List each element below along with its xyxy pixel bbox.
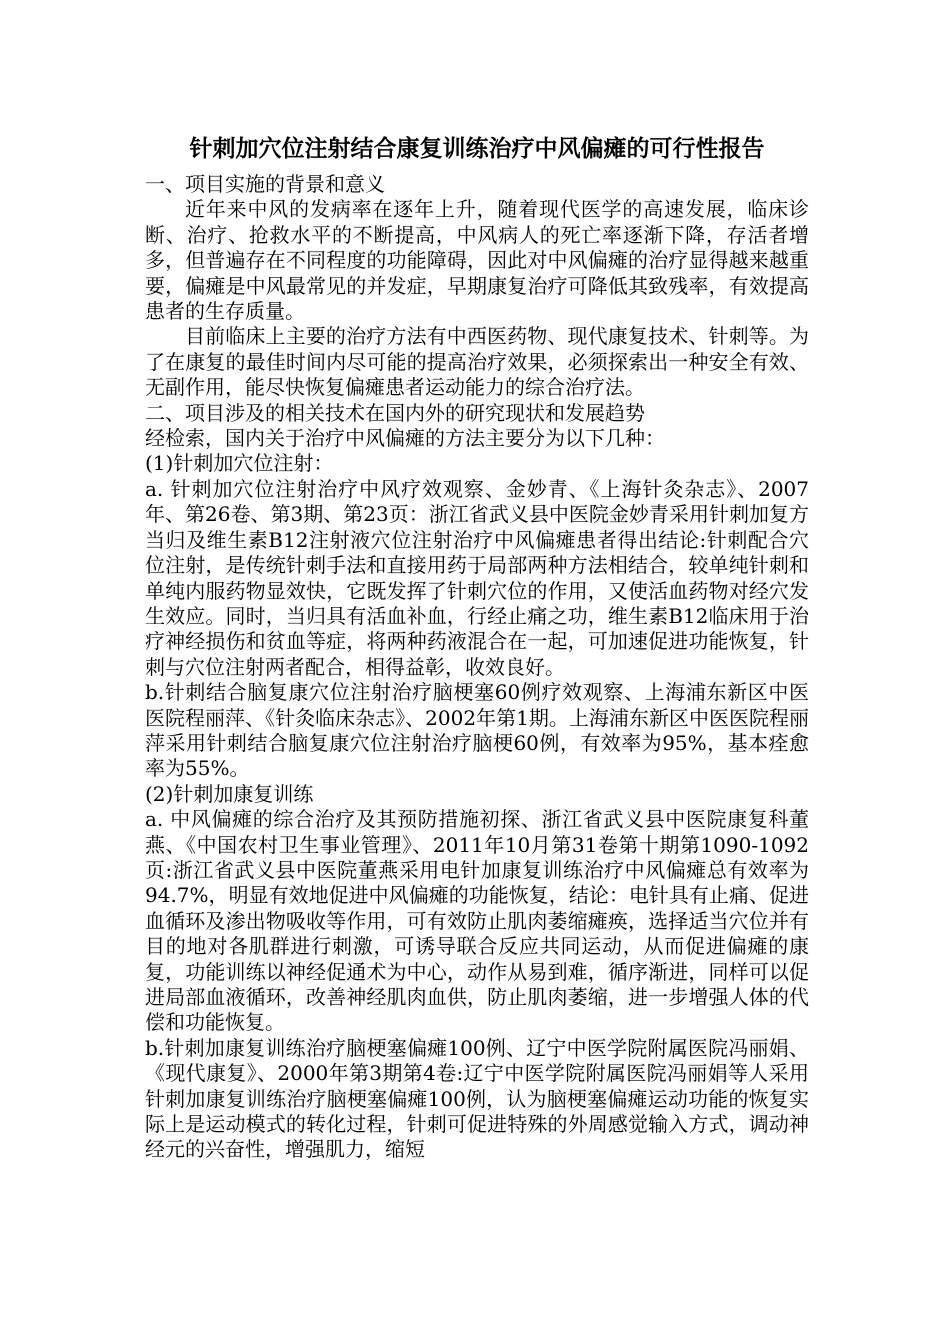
paragraph: b.针刺加康复训练治疗脑梗塞偏瘫100例、辽宁中医学院附属医院冯丽娟、《现代康复》、2000年第3期第4卷:辽宁中医学院附属医院冯丽娟等人采用针刺加康复训练治疗脑梗塞偏瘫100例，认为脑梗塞偏瘫运动功能的恢复实际上是运动模式的转化过程，针刺可促进特殊的外周感觉输入方式，调动神经元的兴奋性，增强肌力，缩短 <box>145 1035 809 1162</box>
paragraph: b.针刺结合脑复康穴位注射治疗脑梗塞60例疗效观察、上海浦东新区中医医院程丽萍、《针灸临床杂志》、2002年第1期。上海浦东新区中医医院程丽萍采用针刺结合脑复康穴位注射治疗脑梗60例，有效率为95%，基本痊愈率为55%。 <box>145 680 809 781</box>
paragraph: a. 中风偏瘫的综合治疗及其预防措施初探、浙江省武义县中医院康复科董燕、《中国农村卫生事业管理》、2011年10月第31卷第十期第1090-1092页:浙江省武义县中医院董燕采用电针加康复训练治疗中风偏瘫总有效率为94.7%，明显有效地促进中风偏瘫的功能恢复，结论：电针具有止痛、促进血循环及渗出物吸收等作用，可有效防止肌肉萎缩瘫痪，选择适当穴位并有目的地对各肌群进行刺激，可诱导联合反应共同运动，从而促进偏瘫的康复，功能训练以神经促通术为中心，动作从易到难，循序渐进，同样可以促进局部血液循环，改善神经肌肉血供，防止肌肉萎缩，进一步增强人体的代偿和功能恢复。 <box>145 807 809 1035</box>
paragraph: (2)针刺加康复训练 <box>145 781 314 806</box>
paragraph: 近年来中风的发病率在逐年上升，随着现代医学的高速发展，临床诊断、治疗、抢救水平的不断提高，中风病人的死亡率逐渐下降，存活者增多，但普遍存在不同程度的功能障碍，因此对中风偏瘫的治疗显得越来越重要，偏瘫是中风最常见的并发症，早期康复治疗可降低其致残率，有效提高患者的生存质量。 <box>145 197 809 324</box>
paragraph: 目前临床上主要的治疗方法有中西医药物、现代康复技术、针刺等。为了在康复的最佳时间内尽可能的提高治疗效果，必须探索出一种安全有效、无副作用，能尽快恢复偏瘫患者运动能力的综合治疗法。 <box>145 324 809 400</box>
paragraph: (1)针刺加穴位注射： <box>145 451 334 476</box>
paragraph: 经检索，国内关于治疗中风偏瘫的方法主要分为以下几种： <box>145 426 665 451</box>
document-body <box>145 172 809 1163</box>
paragraph: a. 针刺加穴位注射治疗中风疗效观察、金妙青、《上海针灸杂志》、2007年、第26卷、第3期、第23页：浙江省武义县中医院金妙青采用针刺加复方当归及维生素B12注射液穴位注射治疗中风偏瘫患者得出结论:针刺配合穴位注射，是传统针刺手法和直接用药于局部两种方法相结合，较单纯针刺和单纯内服药物显效快，它既发挥了针刺穴位的作用，又使活血药物对经穴发生效应。同时，当归具有活血补血，行经止痛之功，维生素B12临床用于治疗神经损伤和贫血等症，将两种药液混合在一起，可加速促进功能恢复，针刺与穴位注射两者配合，相得益彰，收效良好。 <box>145 476 809 679</box>
document-page <box>145 134 809 1163</box>
paragraph: 一、项目实施的背景和意义 <box>145 172 385 196</box>
paragraph: 二、项目涉及的相关技术在国内外的研究现状和发展趋势 <box>145 400 645 425</box>
document-title: 针刺加穴位注射结合康复训练治疗中风偏瘫的可行性报告 <box>189 135 765 162</box>
